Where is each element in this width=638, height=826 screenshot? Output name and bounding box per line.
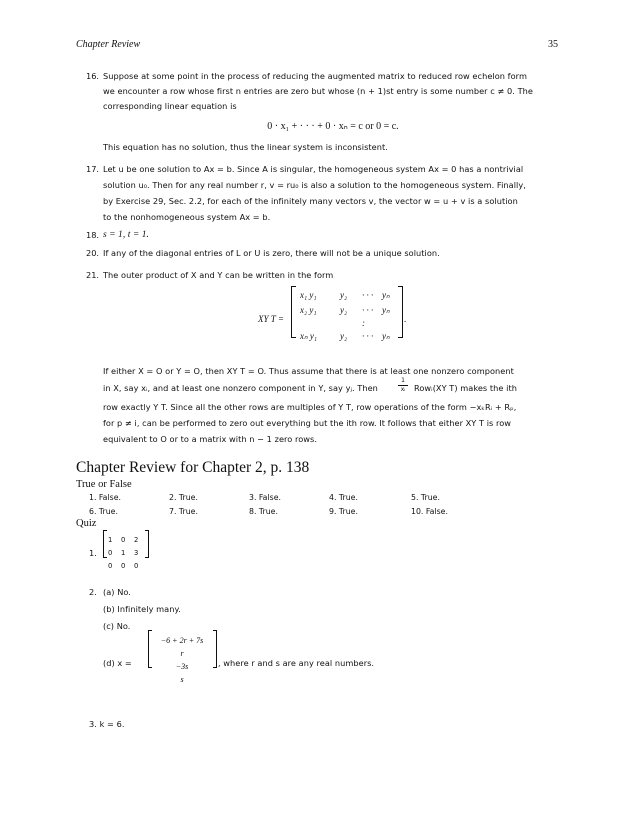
- quiz-1-matrix-entry: 2: [134, 536, 139, 544]
- page-number: 35: [548, 39, 558, 50]
- quiz-2d-label: (d) x =: [103, 658, 132, 668]
- exercise-17-line-3: by Exercise 29, Sec. 2.2, for each of the infinitely many vectors v, the vector w = u + v is a solution: [103, 196, 518, 206]
- quiz-2b: (b) Infinitely many.: [103, 604, 181, 614]
- exercise-17-line-4: to the nonhomogeneous system Ax = b.: [103, 212, 271, 222]
- exercise-16-line-2: we encounter a row whose first n entries are zero but whose (n + 1)st entry is some number c ≠ 0. The: [103, 86, 533, 96]
- exercise-21-number: 21.: [86, 270, 100, 280]
- quiz-1-right-bracket: [145, 530, 149, 558]
- exercise-20-answer: If any of the diagonal entries of L or U is zero, there will not be a unique solution.: [103, 248, 440, 258]
- true-false-item: 2. True.: [169, 493, 198, 502]
- matrix-entry: · · ·: [362, 305, 374, 315]
- exercise-17-number: 17.: [86, 164, 100, 174]
- quiz-2-number: 2.: [89, 587, 97, 597]
- exercise-20-number: 20.: [86, 248, 100, 258]
- matrix-entry: x₂ y₁: [300, 305, 317, 315]
- quiz-1-matrix-entry: 0: [108, 562, 113, 570]
- quiz-2d-vector-entry: −6 + 2r + 7s: [160, 636, 204, 645]
- true-false-answers: [89, 493, 479, 523]
- matrix-entry: y₂: [340, 290, 348, 300]
- exercise-21-para-2b: Rowᵢ(XY T) makes the ith: [414, 383, 517, 393]
- running-header-title: Chapter Review: [76, 39, 141, 50]
- exercise-21-para-3: row exactly Y T. Since all the other rows are multiples of Y T, row operations of the form −xₖRᵢ + Rₚ,: [103, 402, 517, 412]
- exercise-16-equation: 0 · x₁ + · · · + 0 · xₙ = c or 0 = c.: [267, 121, 399, 132]
- quiz-1-matrix-entry: 0: [121, 536, 126, 544]
- matrix-entry: :: [362, 318, 365, 328]
- exercise-17-line-2: solution u₀. Then for any real number r, v = ru₀ is also a solution to the homogeneous system. Finally,: [103, 180, 526, 190]
- fraction-numerator: 1: [401, 377, 405, 384]
- exercise-17-line-1: Let u be one solution to Ax = b. Since A is singular, the homogeneous system Ax = 0 has a nontrivial: [103, 164, 524, 174]
- matrix-period: .: [404, 314, 407, 324]
- quiz-1-left-bracket: [103, 530, 107, 558]
- matrix-entry: xₙ y₁: [300, 331, 317, 341]
- quiz-1-matrix-entry: 0: [121, 562, 126, 570]
- exercise-21-para-5: equivalent to O or to a matrix with n − 1 zero rows.: [103, 434, 317, 444]
- quiz-2d-right-bracket: [213, 630, 217, 668]
- quiz-2d-vector-entry: s: [180, 675, 184, 684]
- chapter-review-heading: Chapter Review for Chapter 2, p. 138: [76, 459, 310, 476]
- matrix-entry: yₙ: [382, 290, 390, 300]
- true-false-item: 3. False.: [249, 493, 281, 502]
- quiz-1-number: 1.: [89, 548, 97, 558]
- fraction-denominator: xᵢ: [400, 386, 406, 393]
- outer-product-lhs: XY T =: [258, 314, 284, 324]
- true-false-item: 10. False.: [411, 507, 448, 516]
- matrix-entry: y₂: [340, 331, 348, 341]
- exercise-21-para-2a: in X, say xᵢ, and at least one nonzero component in Y, say yⱼ. Then: [103, 383, 378, 393]
- matrix-entry: · · ·: [362, 331, 374, 341]
- matrix-entry: yₙ: [382, 305, 390, 315]
- quiz-2d-vector-entry: −3s: [175, 662, 189, 671]
- true-false-item: 5. True.: [411, 493, 440, 502]
- exercise-18-number: 18.: [86, 230, 100, 240]
- exercise-21-line-1: The outer product of X and Y can be written in the form: [103, 270, 334, 280]
- exercise-16-line-1: Suppose at some point in the process of reducing the augmented matrix to reduced row echelon form: [103, 71, 527, 81]
- quiz-1-matrix-entry: 0: [134, 562, 139, 570]
- true-false-item: 7. True.: [169, 507, 198, 516]
- quiz-1-matrix-entry: 0: [108, 549, 113, 557]
- quiz-1-matrix-entry: 3: [134, 549, 139, 557]
- quiz-2d-tail: , where r and s are any real numbers.: [218, 658, 375, 668]
- quiz-1-matrix-entry: 1: [121, 549, 126, 557]
- matrix-entry: x₁ y₁: [300, 290, 317, 300]
- matrix-entry: · · ·: [362, 290, 374, 300]
- quiz-2a: (a) No.: [103, 587, 131, 597]
- true-false-item: 9. True.: [329, 507, 358, 516]
- matrix-entry: y₂: [340, 305, 348, 315]
- exercise-21-para-4: for p ≠ i, can be performed to zero out everything but the ith row. It follows that either XY T is row: [103, 418, 512, 428]
- quiz-2c: (c) No.: [103, 621, 131, 631]
- quiz-1-matrix-entry: 1: [108, 536, 113, 544]
- true-false-item: 4. True.: [329, 493, 358, 502]
- matrix-right-bracket: [398, 286, 403, 338]
- exercise-21-para-1: If either X = O or Y = O, then XY T = O. Thus assume that there is at least one nonzero component: [103, 366, 514, 376]
- exercise-18-answer: s = 1, t = 1.: [103, 230, 149, 240]
- exercise-16-conclusion: This equation has no solution, thus the linear system is inconsistent.: [103, 142, 388, 152]
- quiz-3-answer: 3. k = 6.: [89, 719, 125, 729]
- true-false-item: 8. True.: [249, 507, 278, 516]
- exercise-16-line-3: corresponding linear equation is: [103, 101, 237, 111]
- matrix-entry: yₙ: [382, 331, 390, 341]
- quiz-title: Quiz: [76, 518, 97, 529]
- true-false-item: 1. False.: [89, 493, 121, 502]
- true-false-item: 6. True.: [89, 507, 118, 516]
- true-false-title: True or False: [76, 479, 132, 490]
- quiz-2d-vector-entry: r: [180, 649, 184, 658]
- exercise-16-number: 16.: [86, 71, 100, 81]
- matrix-left-bracket: [291, 286, 296, 338]
